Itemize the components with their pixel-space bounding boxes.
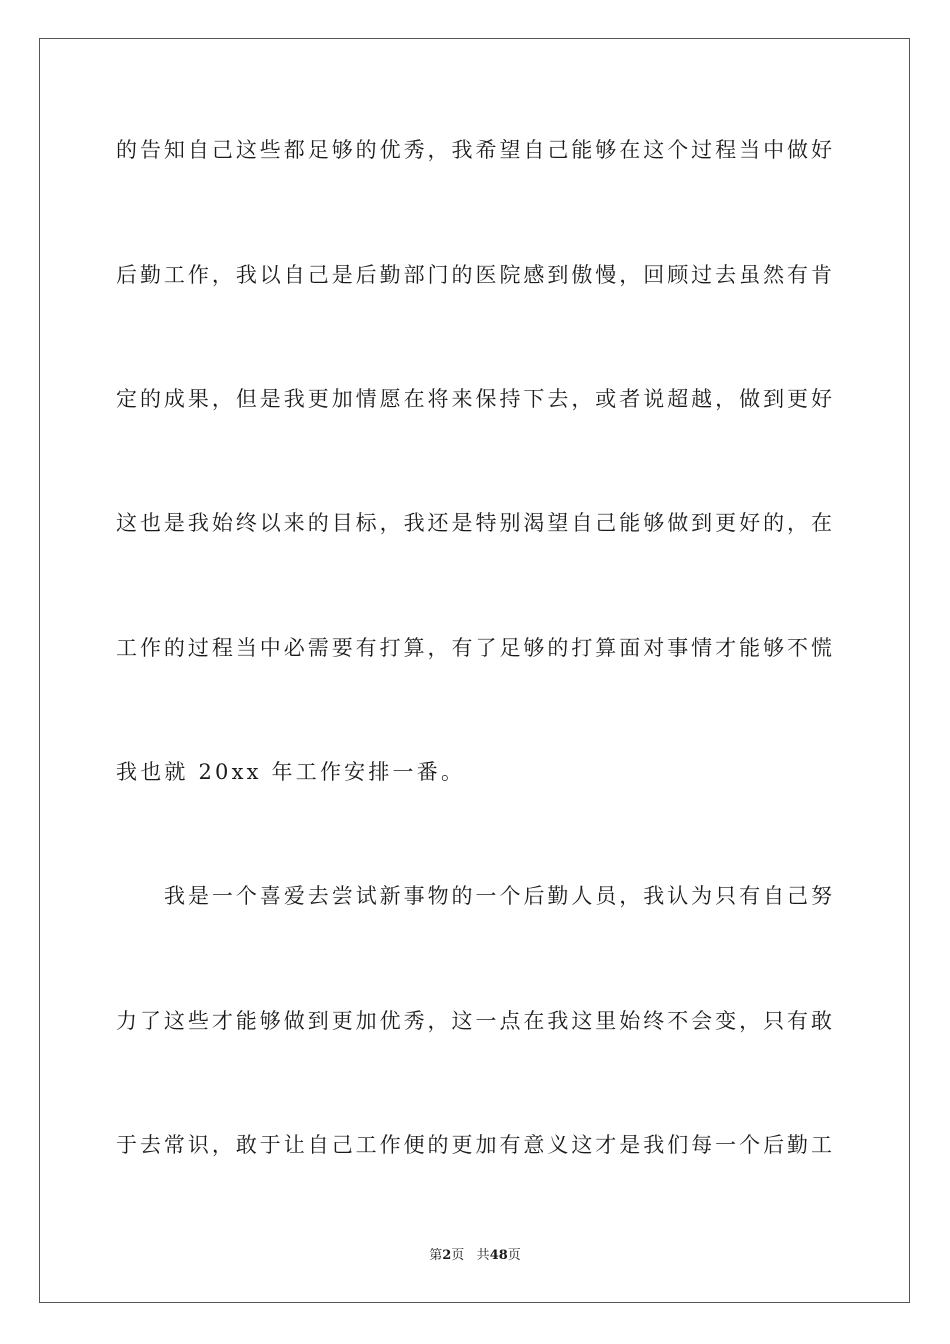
- paragraph-line: 我是一个喜爱去尝试新事物的一个后勤人员，我认为只有自己努: [164, 884, 832, 908]
- page-number: 2: [442, 1248, 452, 1263]
- page-suffix: 页: [451, 1248, 465, 1263]
- total-pages: 48: [489, 1248, 508, 1263]
- paragraph-line: 定的成果，但是我更加情愿在将来保持下去，或者说超越，做到更好: [116, 387, 832, 411]
- paragraph-line: 我也就 20xx 年工作安排一番。: [116, 760, 466, 784]
- page-border: [39, 38, 910, 1303]
- paragraph-line: 于去常识，敢于让自己工作便的更加有意义这才是我们每一个后勤工: [116, 1133, 832, 1157]
- paragraph-line: 工作的过程当中必需要有打算，有了足够的打算面对事情才能够不慌: [116, 636, 832, 660]
- paragraph-line: 这也是我始终以来的目标，我还是特别渴望自己能够做到更好的，在: [116, 511, 832, 535]
- total-suffix: 页: [507, 1248, 521, 1263]
- paragraph-line: 力了这些才能够做到更加优秀，这一点在我这里始终不会变，只有敢: [116, 1009, 832, 1033]
- page-prefix: 第: [429, 1248, 443, 1263]
- paragraph-line: 后勤工作，我以自己是后勤部门的医院感到傲慢，回顾过去虽然有肯: [116, 263, 832, 287]
- paragraph-line: 的告知自己这些都足够的优秀，我希望自己能够在这个过程当中做好: [116, 138, 832, 162]
- total-prefix: 共: [476, 1248, 490, 1263]
- page-footer: [0, 1248, 950, 1264]
